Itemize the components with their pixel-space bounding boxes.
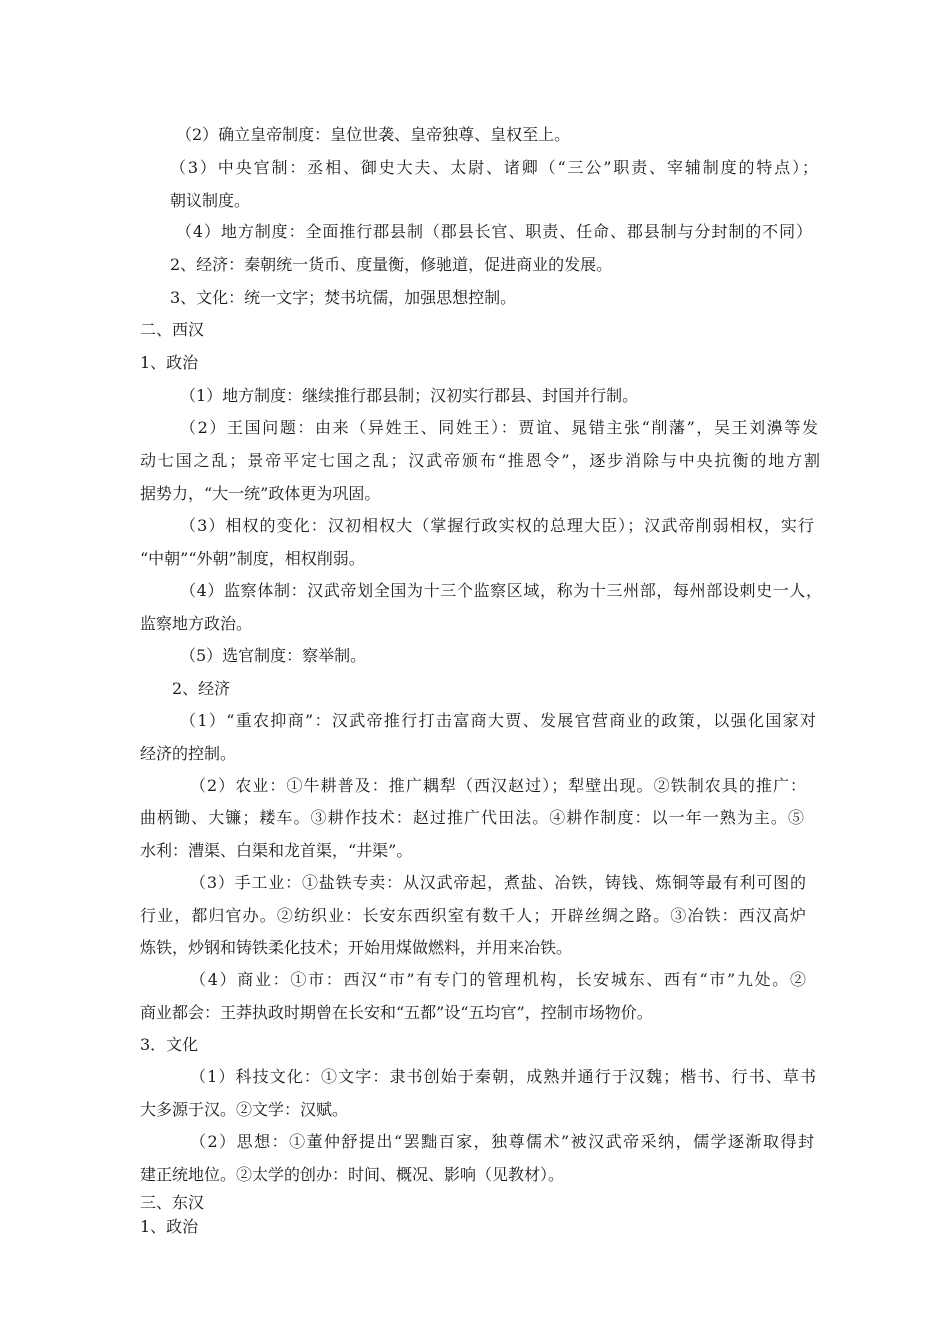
text-line: （3）中央官制：丞相、御史大夫、太尉、诸卿（“三公”职责、宰辅制度的特点）； xyxy=(170,158,818,177)
text-line: （2）思想：①董仲舒提出“罢黜百家，独尊儒术”被汉武帝采纳，儒学逐渐取得封 xyxy=(190,1132,814,1151)
text-line: 动七国之乱；景帝平定七国之乱；汉武帝颁布“推恩令”，逐步消除与中央抗衡的地方割 xyxy=(140,451,820,470)
text-line: （1）“重农抑商”：汉武帝推行打击富商大贾、发展官营商业的政策，以强化国家对 xyxy=(180,711,816,730)
text-line: （2）农业：①牛耕普及：推广耦犁（西汉赵过）；犁壁出现。②铁制农具的推广： xyxy=(190,776,806,795)
text-line: 水利：漕渠、白渠和龙首渠，“井渠”。 xyxy=(140,841,413,860)
text-line: 曲柄锄、大镰；耧车。③耕作技术：赵过推广代田法。④耕作制度：以一年一熟为主。⑤ xyxy=(140,808,804,827)
text-line: （3）相权的变化：汉初相权大（掌握行政实权的总理大臣）；汉武帝削弱相权，实行 xyxy=(180,516,814,535)
text-line: （2）确立皇帝制度：皇位世袭、皇帝独尊、皇权至上。 xyxy=(176,125,571,144)
text-line: 行业，都归官办。②纺织业：长安东西织室有数千人；开辟丝绸之路。③冶铁：西汉高炉 xyxy=(140,906,806,925)
text-line: 朝议制度。 xyxy=(170,191,251,210)
subsection-heading: 3．文化 xyxy=(140,1035,199,1054)
text-line: （4）地方制度：全面推行郡县制（郡县长官、职责、任命、郡县制与分封制的不同） xyxy=(176,222,812,241)
subsection-heading: 1、政治 xyxy=(140,353,199,372)
text-line: （1）地方制度：继续推行郡县制；汉初实行郡县、封国并行制。 xyxy=(180,386,639,405)
text-line: 经济的控制。 xyxy=(140,744,237,763)
text-line: 商业都会：王莽执政时期曾在长安和“五都”设“五均官”，控制市场物价。 xyxy=(140,1003,653,1022)
text-line: 炼铁，炒钢和铸铁柔化技术；开始用煤做燃料，并用来冶铁。 xyxy=(140,938,573,957)
text-line: 3、文化：统一文字；焚书坑儒，加强思想控制。 xyxy=(170,288,517,307)
text-line: （1）科技文化：①文字：隶书创始于秦朝，成熟并通行于汉魏；楷书、行书、草书 xyxy=(190,1067,816,1086)
text-line: （3）手工业：①盐铁专卖：从汉武帝起，煮盐、冶铁，铸钱、炼铜等最有利可图的 xyxy=(190,873,806,892)
subsection-heading: 1、政治 xyxy=(140,1217,199,1236)
text-line: （5）选官制度：察举制。 xyxy=(180,646,367,665)
text-line: 2、经济：秦朝统一货币、度量衡，修驰道，促进商业的发展。 xyxy=(170,255,613,274)
text-line: “中朝”“外朝”制度，相权削弱。 xyxy=(140,549,365,568)
text-line: （2）王国问题：由来（异姓王、同姓王）：贾谊、晁错主张“削藩”，吴王刘濞等发 xyxy=(180,418,818,437)
section-heading: 二、西汉 xyxy=(140,320,205,339)
text-line: 监察地方政治。 xyxy=(140,614,253,633)
text-line: 大多源于汉。②文学：汉赋。 xyxy=(140,1100,349,1119)
section-heading: 三、东汉 xyxy=(140,1193,205,1212)
text-line: （4）商业：①市：西汉“市”有专门的管理机构，长安城东、西有“市”九处。② xyxy=(190,970,806,989)
text-line: 建正统地位。②太学的创办：时间、概况、影响（见教材）。 xyxy=(140,1165,565,1184)
subsection-heading: 2、经济 xyxy=(172,679,231,698)
text-line: （4）监察体制：汉武帝划全国为十三个监察区域，称为十三州部，每州部设刺史一人， xyxy=(180,581,822,600)
text-line: 据势力，“大一统”政体更为巩固。 xyxy=(140,484,381,503)
